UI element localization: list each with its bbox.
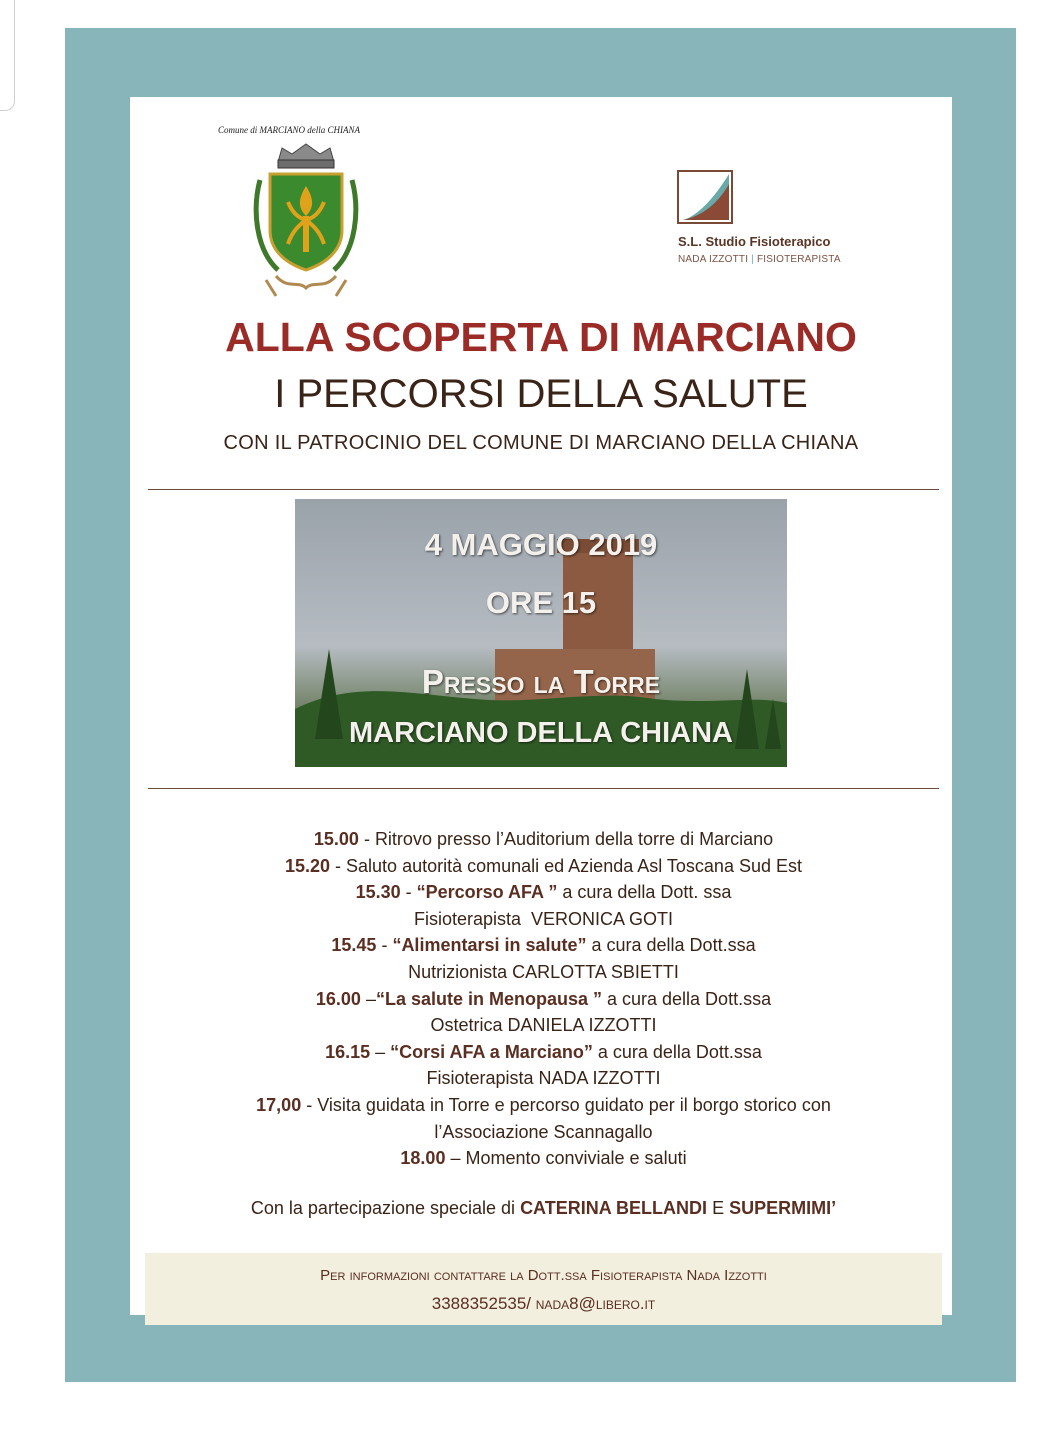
schedule-title: “La salute in Menopausa ” (375, 988, 602, 1009)
schedule-separator: – (360, 988, 376, 1009)
comune-label: Comune di MARCIANO della CHIANA (218, 125, 360, 135)
schedule-text: a cura della Dott.ssa (592, 1041, 762, 1062)
schedule-list (148, 826, 939, 1172)
event-town: MARCIANO DELLA CHIANA (349, 717, 733, 749)
special-conj: E (707, 1198, 730, 1218)
schedule-time: 15.20 (284, 855, 331, 876)
schedule-text: a cura della Dott. ssa (557, 882, 732, 903)
schedule-text: Saluto autorità comunali ed Azienda Asl Toscana Sud Est (346, 855, 802, 876)
patronage-line: CON IL PATROCINIO DEL COMUNE DI MARCIANO DELLA CHIANA (223, 432, 859, 454)
schedule-item (148, 1119, 939, 1146)
studio-separator: | (751, 254, 754, 265)
schedule-separator: - (400, 882, 417, 903)
divider-bottom (148, 788, 939, 789)
contact-phone: 3388352535/ (431, 1294, 532, 1313)
schedule-time: 15.30 (355, 882, 401, 903)
contact-line (145, 1294, 942, 1314)
main-title: ALLA SCOPERTA DI MARCIANO (225, 314, 857, 360)
subtitle: I PERCORSI DELLA SALUTE (274, 372, 808, 416)
studio-owner: NADA IZZOTTI (678, 254, 749, 265)
schedule-item (148, 959, 939, 986)
schedule-title: “Corsi AFA a Marciano” (390, 1041, 593, 1062)
schedule-separator: - (301, 1094, 318, 1115)
schedule-item (148, 1039, 939, 1066)
special-guest-1: CATERINA BELLANDI (520, 1198, 708, 1218)
page-corner-fold (0, 0, 15, 111)
schedule-text: Momento conviviale e saluti (465, 1148, 687, 1169)
schedule-time: 15.00 (313, 829, 359, 849)
studio-logo-icon (677, 170, 733, 224)
schedule-item (148, 826, 939, 853)
schedule-text: Fisioterapista VERONICA GOTI (413, 908, 674, 929)
schedule-text: Ostetrica DANIELA IZZOTTI (430, 1015, 657, 1036)
schedule-item (148, 932, 939, 959)
schedule-separator: - (330, 855, 347, 876)
schedule-text: a cura della Dott.ssa (602, 988, 772, 1009)
schedule-separator: – (445, 1148, 466, 1169)
schedule-item (148, 879, 939, 906)
info-box (145, 1253, 942, 1325)
schedule-time: 17,00 (256, 1094, 302, 1115)
schedule-item (148, 906, 939, 933)
event-time: ORE 15 (485, 585, 597, 620)
studio-subtitle (678, 254, 841, 265)
schedule-time: 15.45 (331, 935, 377, 956)
schedule-text: Nutrizionista CARLOTTA SBIETTI (408, 961, 679, 982)
schedule-item (148, 1065, 939, 1092)
schedule-time: 18.00 (400, 1148, 446, 1169)
schedule-separator: – (370, 1041, 391, 1062)
schedule-time: 16.15 (325, 1041, 371, 1062)
schedule-separator: - (376, 935, 393, 956)
schedule-item (148, 1145, 939, 1172)
schedule-item (148, 986, 939, 1013)
special-guest-2: SUPERMIMI’ (729, 1198, 837, 1218)
schedule-title: “Percorso AFA ” (416, 882, 558, 903)
schedule-text: l’Associazione Scannagallo (434, 1121, 653, 1142)
schedule-item (148, 1012, 939, 1039)
schedule-text: Fisioterapista NADA IZZOTTI (426, 1068, 661, 1089)
event-place: Presso la Torre (421, 663, 661, 700)
event-date: 4 MAGGIO 2019 (424, 527, 658, 562)
schedule-text: Visita guidata in Torre e percorso guidato per il borgo storico con (317, 1094, 831, 1115)
comune-crest-icon (248, 140, 364, 300)
schedule-separator: - (358, 829, 375, 849)
special-intro: Con la partecipazione speciale di (250, 1198, 521, 1218)
schedule-title: “Alimentarsi in salute” (392, 935, 587, 956)
studio-role: FISIOTERAPISTA (756, 254, 841, 265)
schedule-text: Ritrovo presso l’Auditorium della torre di Marciano (374, 829, 774, 849)
special-guests (148, 1198, 939, 1219)
schedule-time: 16.00 (315, 988, 361, 1009)
divider-top (148, 489, 939, 490)
studio-name: S.L. Studio Fisioterapico (678, 234, 831, 249)
schedule-text: a cura della Dott.ssa (586, 935, 756, 956)
schedule-item (148, 853, 939, 880)
contact-email: nada8@libero.it (531, 1294, 656, 1313)
schedule-item (148, 1092, 939, 1119)
info-line: Per informazioni contattare la Dott.ssa Fisioterapista Nada Izzotti (320, 1267, 767, 1284)
